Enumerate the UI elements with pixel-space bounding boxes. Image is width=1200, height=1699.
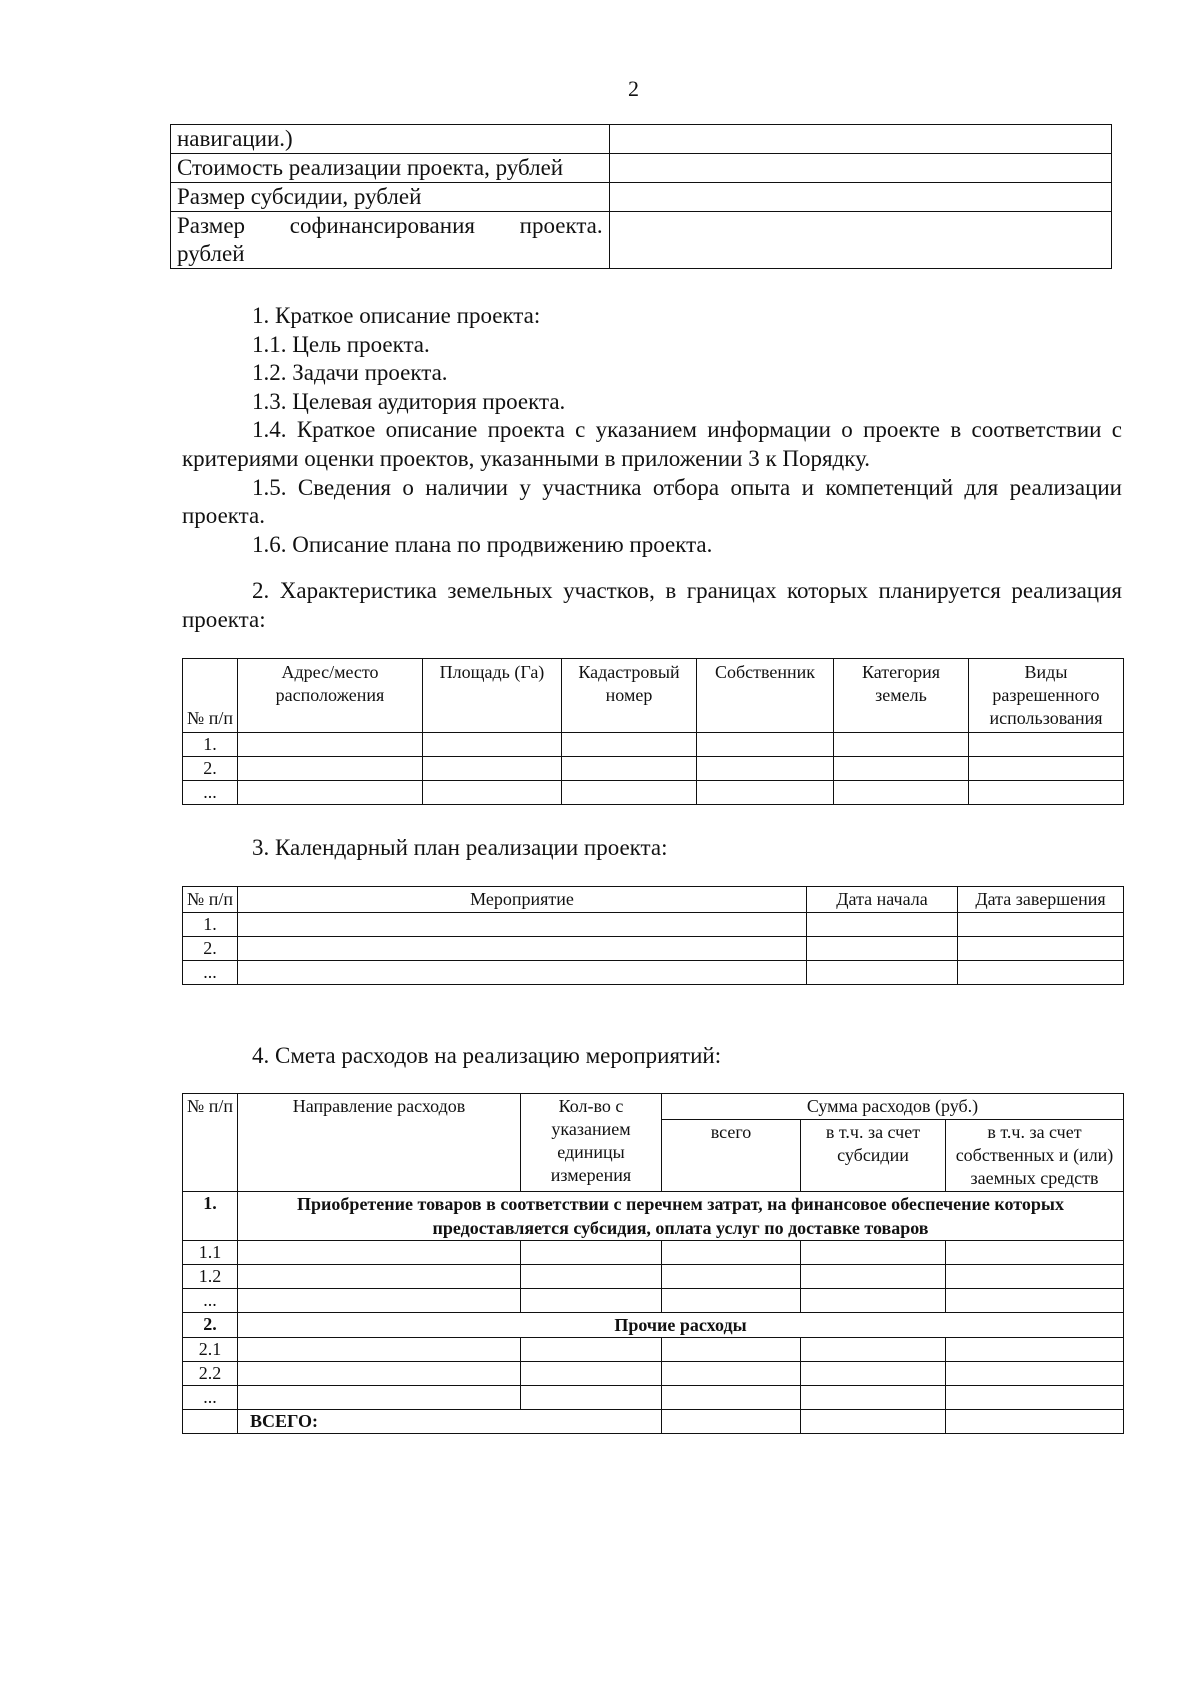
cell	[801, 1241, 946, 1265]
cell	[958, 913, 1124, 937]
calendar-plan-table	[182, 886, 1124, 985]
cell	[801, 1386, 946, 1410]
cell	[238, 781, 423, 805]
cell	[238, 913, 807, 937]
cell	[521, 1265, 662, 1289]
summary-label: навигации.)	[171, 125, 610, 154]
table-row	[183, 937, 1124, 961]
summary-label: Размер субсидии, рублей	[171, 183, 610, 212]
cell	[801, 1265, 946, 1289]
column-header-subsidy: в т.ч. за счет субсидии	[801, 1120, 946, 1192]
cell	[183, 1410, 238, 1434]
cofinance-line-1: Размер софинансирования проекта.	[177, 213, 603, 238]
row-number: 1.2	[183, 1265, 238, 1289]
budget-heading: 4. Смета расходов на реализацию мероприятий:	[252, 1043, 722, 1068]
project-summary-table	[170, 124, 1112, 269]
cell	[521, 1241, 662, 1265]
column-header-sum: Сумма расходов (руб.)	[662, 1094, 1124, 1120]
cell	[562, 733, 697, 757]
cell	[969, 733, 1124, 757]
summary-value	[609, 154, 1111, 183]
section-row	[183, 1313, 1124, 1338]
cell	[423, 781, 562, 805]
cell	[946, 1410, 1124, 1434]
cofinance-line-2: рублей	[177, 241, 245, 266]
cell	[801, 1289, 946, 1313]
summary-label: Стоимость реализации проекта, рублей	[171, 154, 610, 183]
section-number: 1.	[183, 1192, 238, 1241]
cell	[238, 937, 807, 961]
table-row	[171, 125, 1112, 154]
summary-value	[609, 212, 1111, 269]
table-row	[171, 183, 1112, 212]
cell	[801, 1338, 946, 1362]
row-number: ...	[183, 961, 238, 985]
column-header-qty: Кол-во с указанием единицы измерения	[521, 1094, 662, 1192]
row-number: 2.	[183, 757, 238, 781]
cell	[521, 1338, 662, 1362]
cell	[834, 757, 969, 781]
cell	[807, 913, 958, 937]
table-header-row	[183, 1094, 1124, 1120]
description-item: 1.4. Краткое описание проекта с указанием информации о проекте в соответствии с критериями оценки проектов, указанными в приложении 3 к Порядку.	[182, 417, 1122, 471]
cell	[801, 1410, 946, 1434]
description-item: 1.5. Сведения о наличии у участника отбора опыта и компетенций для реализации проекта.	[182, 474, 1122, 529]
column-header-own: в т.ч. за счет собственных и (или) заемных средств	[946, 1120, 1124, 1192]
cell	[807, 937, 958, 961]
cell	[662, 1410, 801, 1434]
column-header: Мероприятие	[238, 887, 807, 913]
table-row	[171, 212, 1112, 269]
table-row	[183, 961, 1124, 985]
cell	[662, 1289, 801, 1313]
cell	[958, 937, 1124, 961]
table-row	[183, 1338, 1124, 1362]
table-row	[183, 1362, 1124, 1386]
cell	[562, 781, 697, 805]
page-number: 2	[628, 76, 639, 101]
cell	[662, 1386, 801, 1410]
table-row	[183, 1265, 1124, 1289]
cell	[238, 1289, 521, 1313]
cell	[958, 961, 1124, 985]
column-header-direction: Направление расходов	[238, 1094, 521, 1192]
description-item: 1.1. Цель проекта.	[252, 331, 430, 357]
budget-table	[182, 1093, 1124, 1434]
cell	[969, 757, 1124, 781]
row-number: 1.1	[183, 1241, 238, 1265]
description-item: 1.3. Целевая аудитория проекта.	[252, 388, 566, 414]
table-row	[183, 913, 1124, 937]
section-number: 2.	[183, 1313, 238, 1338]
cell	[946, 1265, 1124, 1289]
table-row	[183, 1289, 1124, 1313]
cell	[969, 781, 1124, 805]
land-heading-block	[182, 577, 1122, 634]
cell	[423, 757, 562, 781]
section-row	[183, 1192, 1124, 1241]
column-header: № п/п	[183, 659, 238, 733]
table-row	[183, 1241, 1124, 1265]
column-header-total: всего	[662, 1120, 801, 1192]
description-item: 1.6. Описание плана по продвижению проекта.	[252, 531, 713, 557]
row-number: ...	[183, 1386, 238, 1410]
row-number: 1.	[183, 913, 238, 937]
cell	[946, 1338, 1124, 1362]
cell	[834, 781, 969, 805]
calendar-heading: 3. Календарный план реализации проекта:	[252, 835, 668, 860]
cell	[697, 733, 834, 757]
row-number: 2.2	[183, 1362, 238, 1386]
row-number: 2.1	[183, 1338, 238, 1362]
land-heading: 2. Характеристика земельных участков, в границах которых планируется реализация проекта:	[182, 578, 1122, 632]
cell	[238, 961, 807, 985]
table-row	[183, 1386, 1124, 1410]
cell	[946, 1386, 1124, 1410]
project-description	[182, 302, 1122, 559]
summary-value	[609, 125, 1111, 154]
table-header-row	[183, 887, 1124, 913]
cell	[238, 1265, 521, 1289]
column-header: Кадастровый номер	[562, 659, 697, 733]
row-number: ...	[183, 781, 238, 805]
cell	[834, 733, 969, 757]
cell	[238, 1241, 521, 1265]
cell	[946, 1241, 1124, 1265]
cell	[423, 733, 562, 757]
total-row	[183, 1410, 1124, 1434]
column-header: Площадь (Га)	[423, 659, 562, 733]
column-header: Дата начала	[807, 887, 958, 913]
cell	[238, 1362, 521, 1386]
cell	[238, 757, 423, 781]
cell	[801, 1362, 946, 1386]
table-header-row	[183, 659, 1124, 733]
cell	[238, 733, 423, 757]
cell	[238, 1386, 521, 1410]
cell	[946, 1362, 1124, 1386]
land-plots-table	[182, 658, 1124, 805]
cell	[662, 1265, 801, 1289]
cell	[662, 1362, 801, 1386]
cell	[662, 1338, 801, 1362]
row-number: 2.	[183, 937, 238, 961]
column-header: Категория земель	[834, 659, 969, 733]
row-number: 1.	[183, 733, 238, 757]
column-header: № п/п	[183, 887, 238, 913]
cell	[946, 1289, 1124, 1313]
summary-label-cofinance	[171, 212, 610, 269]
cell	[807, 961, 958, 985]
cell	[662, 1241, 801, 1265]
column-header-num: № п/п	[183, 1094, 238, 1192]
column-header: Собственник	[697, 659, 834, 733]
table-row	[171, 154, 1112, 183]
total-label: ВСЕГО:	[238, 1410, 662, 1434]
cell	[521, 1386, 662, 1410]
row-number: ...	[183, 1289, 238, 1313]
column-header: Дата завершения	[958, 887, 1124, 913]
cell	[238, 1338, 521, 1362]
table-row	[183, 733, 1124, 757]
cell	[521, 1289, 662, 1313]
cell	[697, 757, 834, 781]
description-item: 1.2. Задачи проекта.	[252, 360, 448, 386]
description-intro: 1. Краткое описание проекта:	[252, 303, 541, 328]
section-title: Приобретение товаров в соответствии с перечнем затрат, на финансовое обеспечение которых предоставляется субсидия, оплата услуг по доставке товаров	[238, 1192, 1124, 1241]
summary-value	[609, 183, 1111, 212]
table-row	[183, 781, 1124, 805]
cell	[562, 757, 697, 781]
cell	[521, 1362, 662, 1386]
column-header: Адрес/место расположения	[238, 659, 423, 733]
table-row	[183, 757, 1124, 781]
column-header: Виды разрешенного использования	[969, 659, 1124, 733]
cell	[697, 781, 834, 805]
section-title: Прочие расходы	[238, 1313, 1124, 1338]
